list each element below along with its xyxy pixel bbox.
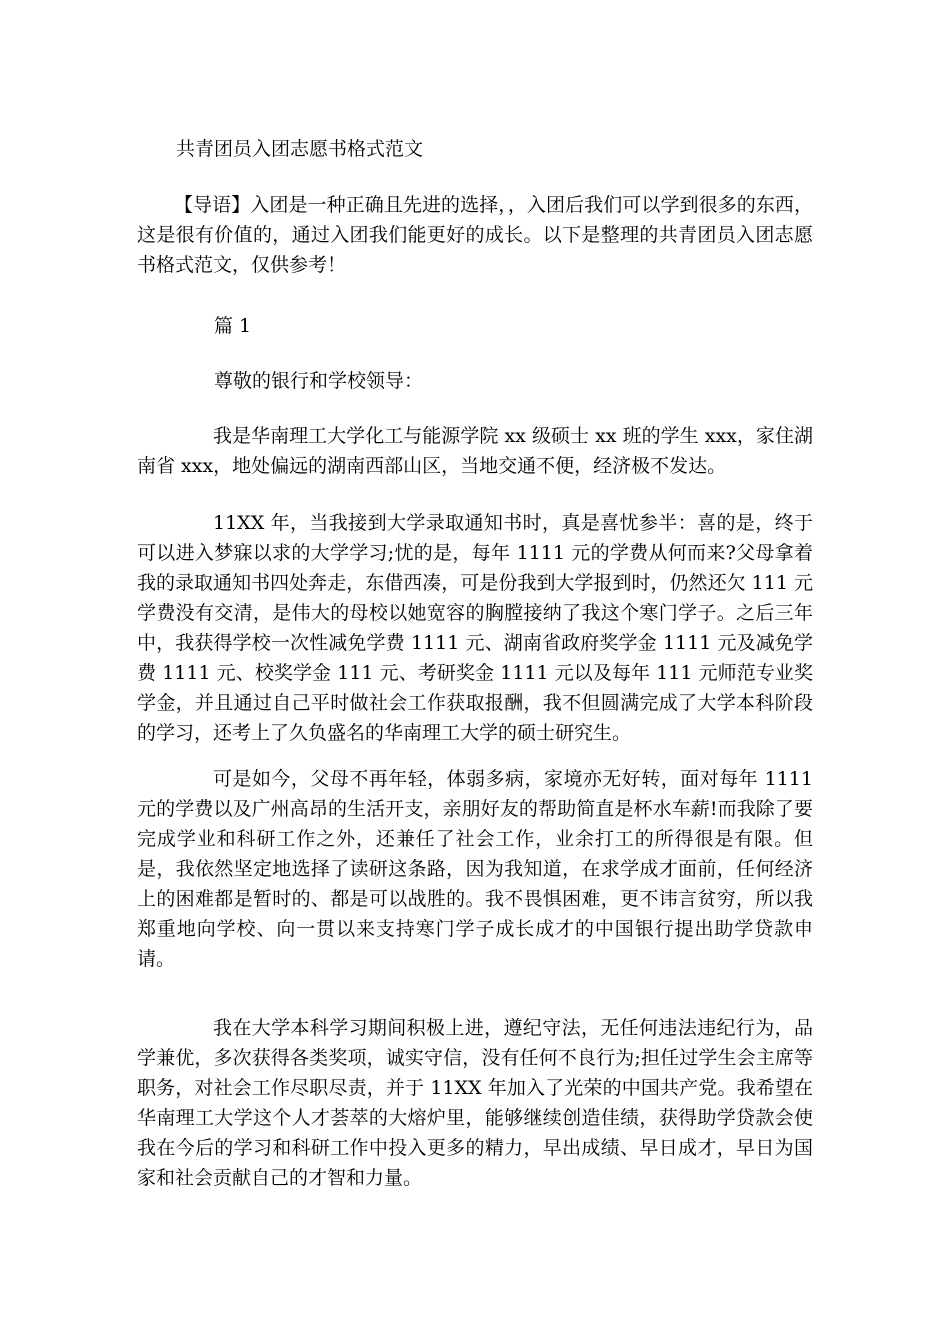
body-paragraph-1: 我是华南理工大学化工与能源学院 xx 级硕士 xx 班的学生 xxx，家住湖南省 xxx，地处偏远的湖南西部山区，当地交通不便，经济极不发达。 — [137, 425, 813, 477]
body-paragraph-2: 11XX 年，当我接到大学录取通知书时，真是喜忧参半：喜的是，终于可以进入梦寐以求的大学学习;忧的是，每年 1111 元的学费从何而来?父母拿着我的录取通知书四处奔走，东借西凑，可是份我到大学报到时，仍然还欠 111 元学费没有交清，是伟大的母校以她宽容的胸膛接纳了我这个寒门学子。之后三年中，我获得学校一次性减免学费 1111 元、湖南省政府奖学金 1111 元及减免学费 1111 元、校奖学金 111 元、考研奖金 1111 元以及每年 111 元师范专业奖学金，并且通过自己平时做社会工作获取报酬，我不但圆满完成了大学本科阶段的学习，还考上了久负盛名的华南理工大学的硕士研究生。 — [137, 512, 813, 744]
document-title: 共青团员入团志愿书格式范文 — [176, 138, 424, 160]
section-label: 篇 1 — [214, 315, 252, 337]
salutation: 尊敬的银行和学校领导： — [214, 370, 424, 392]
body-paragraph-3: 可是如今，父母不再年轻，体弱多病，家境亦无好转，面对每年 1111 元的学费以及广州高昂的生活开支，亲朋好友的帮助简直是杯水车薪!而我除了要完成学业和科研工作之外，还兼任了社会工作，业余打工的所得很是有限。但是，我依然坚定地选择了读研这条路，因为我知道，在求学成才面前，任何经济上的困难都是暂时的、都是可以战胜的。我不畏惧困难，更不讳言贫穷，所以我郑重地向学校、向一贯以来支持寒门学子成长成才的中国银行提出助学贷款申请。 — [137, 768, 813, 970]
intro-paragraph: 【导语】入团是一种正确且先进的选择，，入团后我们可以学到很多的东西，这是很有价值的，通过入团我们能更好的成长。以下是整理的共青团员入团志愿书格式范文，仅供参考！ — [137, 194, 813, 276]
body-paragraph-4: 我在大学本科学习期间积极上进，遵纪守法，无任何违法违纪行为，品学兼优，多次获得各类奖项，诚实守信，没有任何不良行为;担任过学生会主席等职务，对社会工作尽职尽责，并于 11XX 年加入了光荣的中国共产党。我希望在华南理工大学这个人才荟萃的大熔炉里，能够继续创造佳绩，获得助学贷款会使我在今后的学习和科研工作中投入更多的精力，早出成绩、早日成才，早日为国家和社会贡献自己的才智和力量。 — [137, 1017, 813, 1189]
